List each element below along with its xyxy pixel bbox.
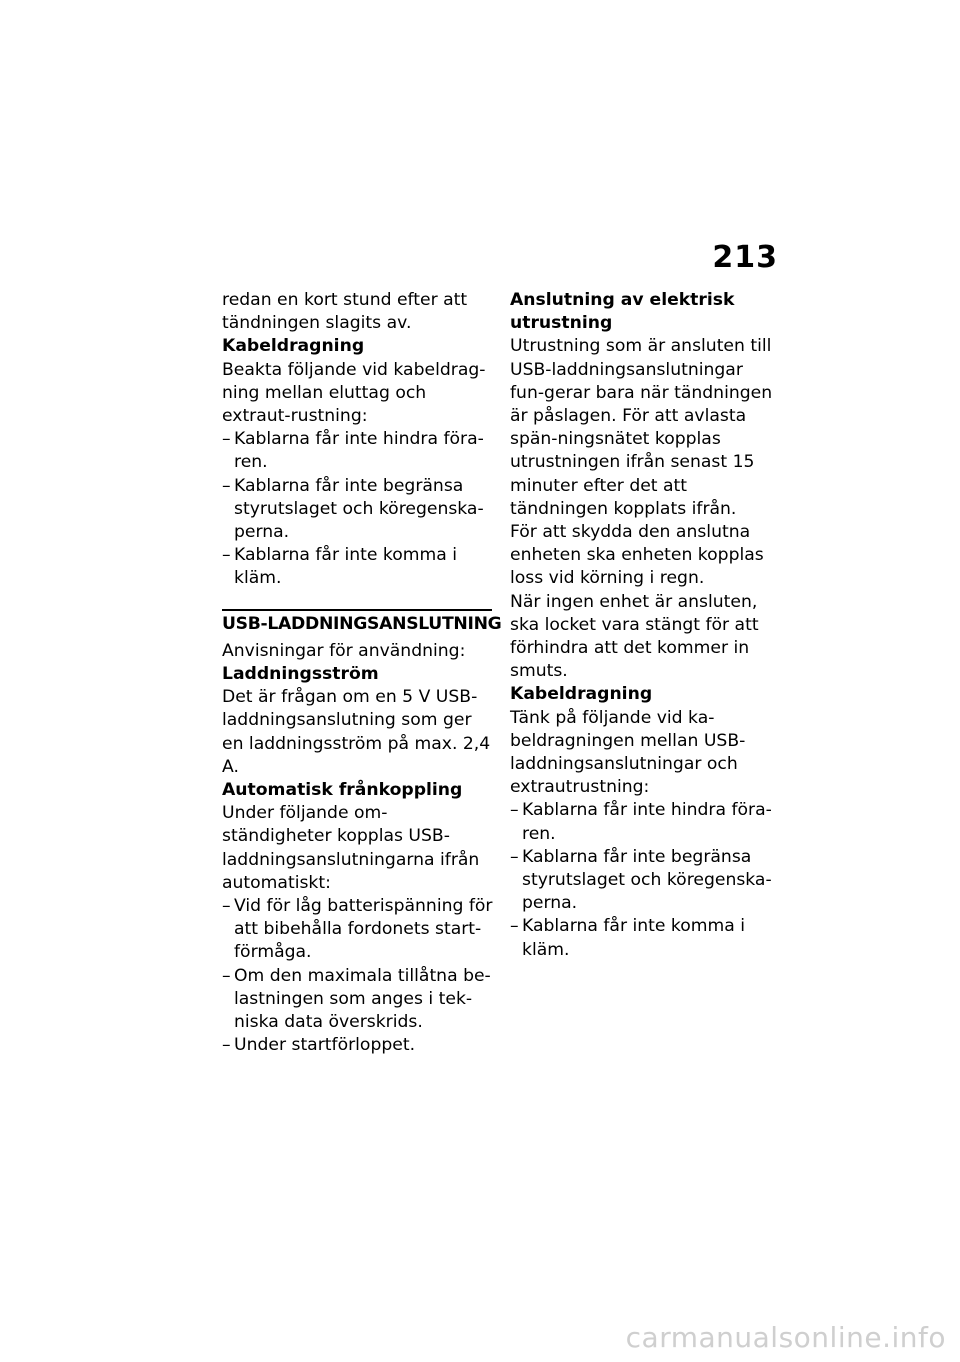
cabling-list (222, 428, 494, 590)
section-intro: Anvisningar för användning: (222, 640, 466, 661)
list-item: – Kablarna får inte hindra föra-ren. (222, 428, 494, 474)
page-number: 213 (712, 240, 778, 275)
charging-text: Det är frågan om en 5 V USB-laddningsanslutning som ger en laddningsström på max. 2,4 A. (222, 687, 491, 777)
usb-cabling-text: Tänk på följande vid ka-beldragningen mellan USB-laddningsanslutningar och extrautrustning: (510, 707, 746, 798)
list-item: – Om den maximala tillåtna be-lastningen som anges i tek-niska data överskrids. (222, 965, 494, 1035)
list-item: – Kablarna får inte komma i kläm. (510, 915, 782, 961)
section-title: USB-LADDNINGSANSLUTNING (222, 613, 502, 634)
list-item: – Kablarna får inte hindra föra-ren. (510, 799, 782, 845)
cabling-text: Beakta följande vid kabeldrag-ning mellan eluttag och extraut-rustning: (222, 359, 486, 427)
left-column (222, 289, 502, 1058)
connection-text-2: För att skydda den anslutna enheten ska enheten kopplas loss vid körning i regn. (510, 522, 764, 589)
cabling-heading: Kabeldragning (222, 336, 365, 357)
auto-disconnect-heading: Automatisk frånkoppling (222, 780, 463, 801)
list-item: – Kablarna får inte begränsa styrutslaget och köregenska-perna. (510, 846, 782, 916)
list-item: – Under startförloppet. (222, 1034, 494, 1057)
charging-heading: Laddningsström (222, 664, 379, 685)
intro-text: redan en kort stund efter att tändningen slagits av. (222, 290, 468, 334)
section-divider (222, 609, 492, 611)
connection-text-3: När ingen enhet är ansluten, ska locket vara stängt för att förhindra att det kommer in smuts. (510, 591, 759, 682)
usb-cabling-list (510, 799, 782, 961)
connection-heading: Anslutning av elektrisk utrustning (510, 290, 735, 334)
list-item: – Kablarna får inte komma i kläm. (222, 544, 494, 590)
list-item: – Vid för låg batterispänning för att bibehålla fordonets start-förmåga. (222, 895, 494, 965)
list-item: – Kablarna får inte begränsa styrutslaget och köregenska-perna. (222, 475, 494, 545)
connection-text-1: Utrustning som är ansluten till USB-laddningsanslutningar fun-gerar bara när tändningen är påslagen. För att avlasta spän-ningsnätet kopplas utrustningen ifrån senast 15 minuter efter det att tändningen kopplats ifrån. (510, 336, 773, 519)
usb-cabling-heading: Kabeldragning (510, 684, 653, 705)
auto-disconnect-list (222, 895, 494, 1057)
auto-disconnect-text: Under följande om-ständigheter kopplas USB-laddningsanslutningarna ifrån automatiskt: (222, 803, 480, 893)
right-column (510, 289, 782, 962)
watermark: carmanualsonline.info (625, 1321, 946, 1354)
